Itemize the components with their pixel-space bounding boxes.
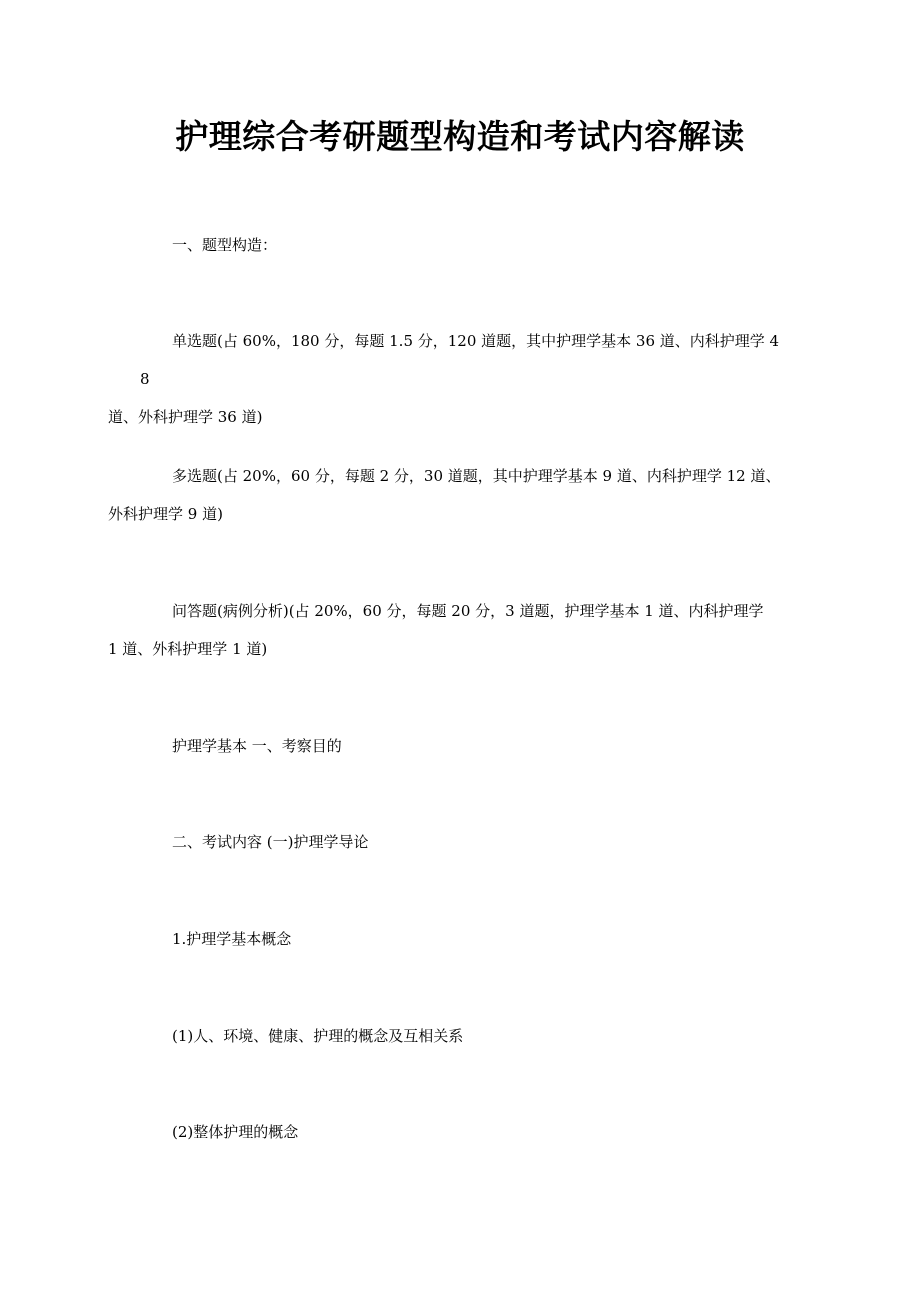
- list-item-holistic-nursing: [140, 1113, 785, 1151]
- paragraph-line: 1 道、外科护理学 1 道): [108, 640, 268, 658]
- paragraph-line: 外科护理学 9 道): [108, 505, 223, 523]
- paragraph-single-choice: [108, 322, 785, 436]
- paragraph-essay-questions: [108, 592, 785, 668]
- list-item-basic-concepts: [140, 920, 785, 958]
- list-item-concept-relations: [140, 1017, 785, 1055]
- paragraph-line: 护理学基本 一、考察目的: [172, 737, 342, 755]
- section-heading-question-structure: [140, 226, 785, 264]
- paragraph-line: (2)整体护理的概念: [172, 1123, 299, 1141]
- paragraph-line: 多选题(占 20%，60 分，每题 2 分，30 道题，其中护理学基本 9 道、内科护理学 12 道、: [172, 467, 781, 485]
- paragraph-line: 1.护理学基本概念: [172, 930, 292, 948]
- paragraph-line: 一、题型构造：: [172, 236, 278, 254]
- section-heading-exam-purpose: [140, 727, 785, 765]
- paragraph-line: 道、外科护理学 36 道): [108, 408, 263, 426]
- document-title: 护理综合考研题型构造和考试内容解读: [175, 117, 745, 156]
- paragraph-line: 二、考试内容 (一)护理学导论: [172, 833, 369, 851]
- paragraph-line: (1)人、环境、健康、护理的概念及互相关系: [172, 1027, 464, 1045]
- section-heading-exam-content: [140, 823, 785, 861]
- paragraph-line: 单选题(占 60%，180 分，每题 1.5 分，120 道题，其中护理学基本 36 道、内科护理学 48: [140, 332, 780, 388]
- paragraph-multiple-choice: [108, 457, 785, 533]
- paragraph-line: 问答题(病例分析)(占 20%，60 分，每题 20 分，3 道题，护理学基本 1 道、内科护理学: [172, 602, 764, 620]
